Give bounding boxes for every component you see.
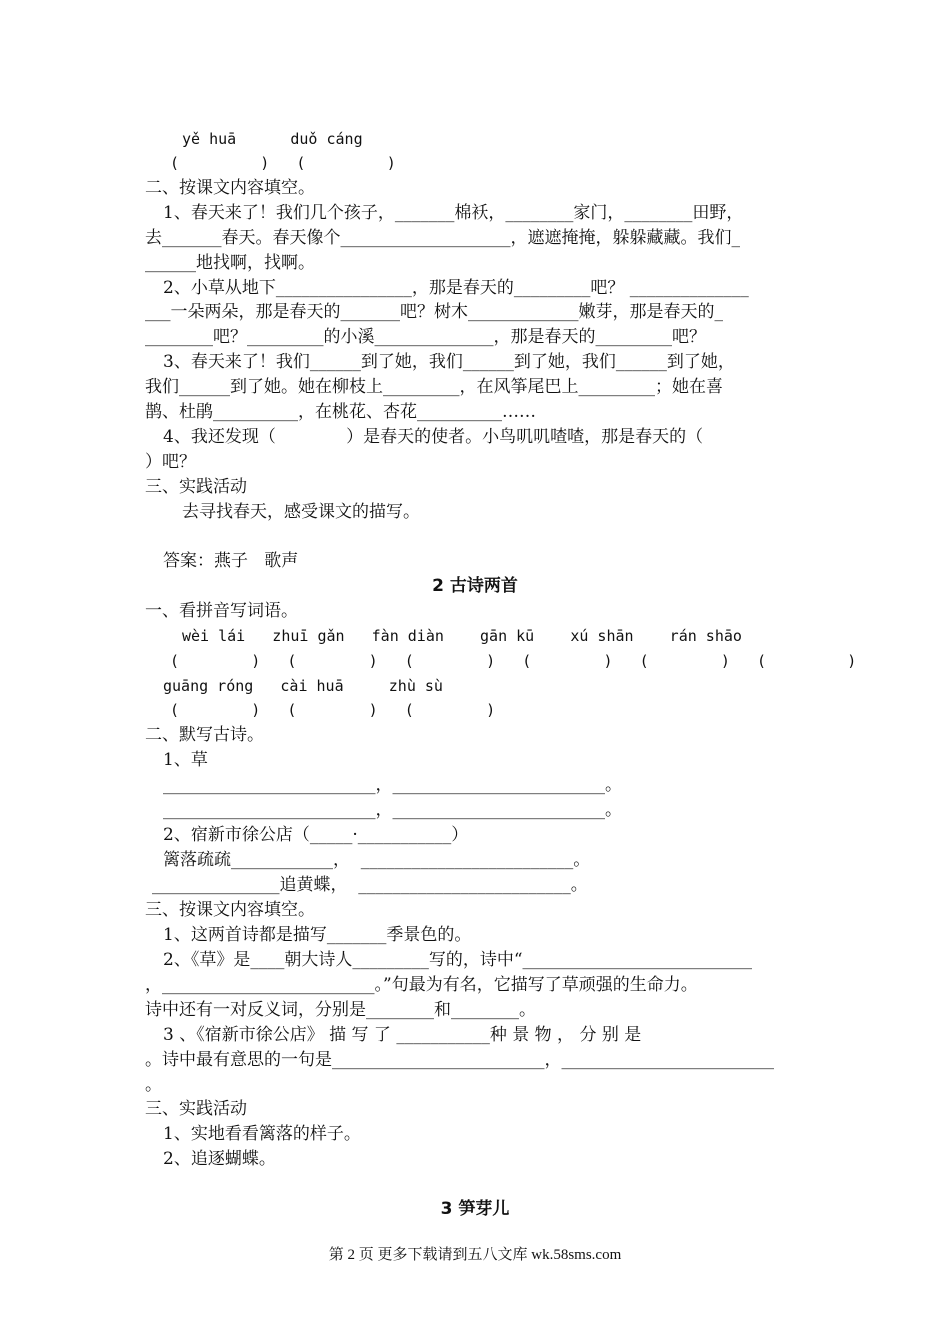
poem-line: 篱落疏疏____________， _________________________。 [163, 850, 591, 870]
fill-line: 3、春天来了！我们______到了她，我们______到了她，我们______到了她， [163, 352, 735, 372]
page-footer: 第 2 页 更多下载请到五八文库 wk.58sms.com [328, 1247, 622, 1263]
activity-item: 2、追逐蝴蝶。 [163, 1149, 276, 1169]
fill-line: 。 [145, 1075, 162, 1095]
fill-line: ）吧？ [145, 452, 196, 472]
answer-brackets: ( ) ( ) [170, 154, 396, 172]
poem-title: 1、草 [163, 750, 208, 770]
fill-line: 2、小草从地下________________，那是春天的_________吧？ ______________ [163, 278, 749, 298]
fill-line: 4、我还发现（ ）是春天的使者。小鸟叽叽喳喳，那是春天的（ [163, 427, 704, 447]
activity-item: 去寻找春天，感受课文的描写。 [182, 502, 420, 522]
fill-line: 我们______到了她。她在柳枝上_________，在风筝尾巴上_________；她在喜 [145, 377, 723, 397]
answer-brackets: ( ) ( ) ( ) ( ) ( ) ( ) [170, 652, 857, 670]
fill-line: 1、春天来了！我们几个孩子，_______棉袄，________家门，________田野， [163, 203, 744, 223]
section-heading: 一、看拼音写词语。 [145, 601, 298, 621]
poem-line: _________________________，_________________________。 [163, 775, 622, 795]
answer-line: 答案：燕子 歌声 [163, 551, 299, 571]
fill-line: ________吧？_________的小溪______________，那是春天的_________吧？ [145, 327, 706, 347]
pinyin-row: wèi lái zhuī gǎn fàn diàn gān kū xú shān rán shāo [182, 627, 742, 645]
fill-line: 诗中还有一对反义词，分别是________和________。 [145, 1000, 536, 1020]
section-heading: 三、按课文内容填空。 [145, 900, 315, 920]
fill-line: 鹊、杜鹃__________，在桃花、杏花__________…… [145, 402, 536, 422]
fill-line: ，_________________________。”句最为有名，它描写了草顽强的生命力。 [145, 975, 698, 995]
fill-line: 3 、《宿新市徐公店》 描 写 了 ___________种 景 物 ， 分 别 是 [163, 1025, 642, 1045]
poem-line: _________________________，_________________________。 [163, 800, 622, 820]
lesson-title: 3 笋芽儿 [440, 1199, 510, 1219]
pinyin-row: guāng róng cài huā zhù sù [163, 677, 443, 695]
fill-line: ___一朵两朵，那是春天的_______吧？树木_____________嫩芽，那是春天的_ [145, 302, 723, 322]
section-heading: 二、按课文内容填空。 [145, 178, 315, 198]
fill-line: 1、这两首诗都是描写_______季景色的。 [163, 925, 472, 945]
fill-line: 去_______春天。春天像个____________________，遮遮掩掩，躲躲藏藏。我们_ [145, 228, 740, 248]
activity-item: 1、实地看看篱落的样子。 [163, 1124, 361, 1144]
poem-line: _______________追黄蝶， _________________________。 [152, 875, 588, 895]
answer-brackets: ( ) ( ) ( ) [170, 701, 496, 719]
section-heading: 二、默写古诗。 [145, 725, 264, 745]
fill-line: 2、《草》是____朝大诗人_________写的，诗中“___________________________ [163, 950, 753, 970]
section-heading: 三、实践活动 [145, 477, 247, 497]
pinyin-row: yě huā duǒ cáng [182, 130, 363, 148]
section-heading: 三、实践活动 [145, 1099, 247, 1119]
fill-line: ______地找啊，找啊。 [145, 253, 315, 273]
poem-title: 2、宿新市徐公店（_____·___________） [163, 825, 469, 845]
fill-line: 。诗中最有意思的一句是_________________________，_________________________ [145, 1050, 774, 1070]
lesson-title: 2 古诗两首 [432, 576, 518, 596]
